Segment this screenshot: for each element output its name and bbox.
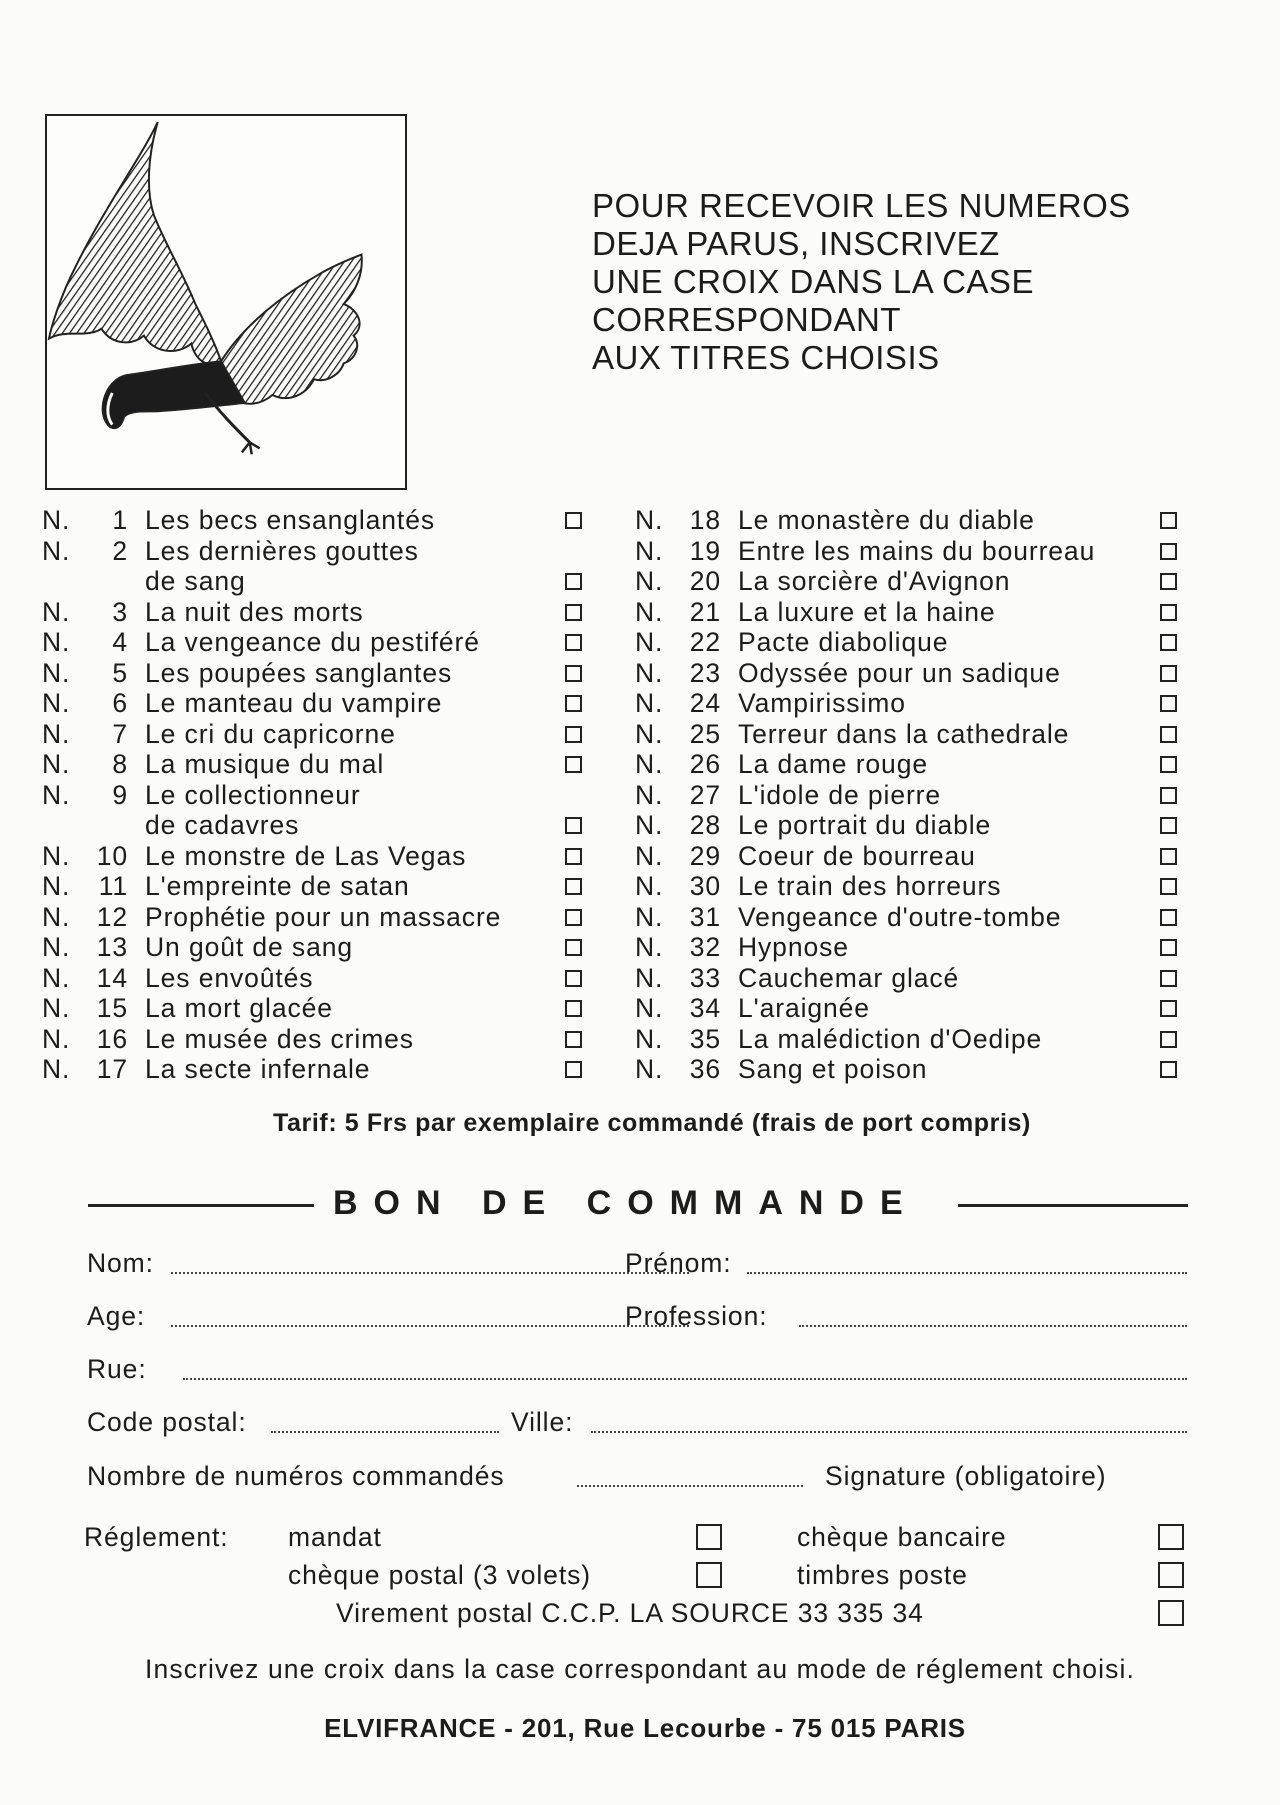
order-form-title: BON DE COMMANDE [333, 1184, 919, 1222]
issue-number-digit: 7 [112, 718, 128, 749]
issue-number-digit: 1 [112, 505, 128, 535]
issue-title: Vampirissimo [738, 688, 906, 718]
issue-title: Le monastère du diable [738, 505, 1035, 535]
issue-title: Les dernières gouttes [145, 535, 419, 566]
order-form-heading [88, 1184, 1188, 1224]
issue-row [42, 902, 592, 933]
issue-number-prefix: N. [635, 932, 664, 962]
cheque-postal-label: chèque postal (3 volets) [288, 1560, 591, 1590]
issue-row [42, 749, 592, 780]
virement-label: Virement postal C.C.P. LA SOURCE 33 335 34 [336, 1598, 924, 1628]
code-postal-label: Code postal: [87, 1407, 247, 1437]
issue-number-prefix: N. [42, 1023, 71, 1054]
issue-number-digit: 3 [112, 596, 128, 627]
issue-number-prefix: N. [635, 962, 664, 993]
issue-checkbox[interactable] [1160, 909, 1177, 926]
issue-row [42, 1024, 592, 1055]
issue-number-digit: 22 [689, 627, 721, 657]
issue-row [42, 536, 592, 567]
nombre-label: Nombre de numéros commandés [87, 1461, 505, 1491]
issue-number-digit: 34 [689, 993, 721, 1023]
issue-title: La musique du mal [145, 749, 385, 779]
issue-checkbox[interactable] [1160, 848, 1177, 865]
profession-field[interactable] [799, 1325, 1187, 1327]
issue-checkbox[interactable] [1160, 512, 1177, 529]
issue-title: La luxure et la haine [738, 596, 996, 627]
issue-checkbox[interactable] [565, 1061, 582, 1078]
mandat-label: mandat [288, 1522, 382, 1552]
issue-number-digit: 33 [689, 962, 721, 993]
issue-checkbox[interactable] [565, 909, 582, 926]
issue-number-digit: 36 [689, 1054, 721, 1084]
issue-number-prefix: N. [42, 779, 71, 810]
cheque-postal-checkbox[interactable] [696, 1562, 722, 1588]
issue-number-digit: 11 [98, 871, 128, 901]
issue-number-prefix: N. [42, 535, 71, 566]
issue-number-digit: 23 [689, 657, 721, 688]
issue-checkbox[interactable] [565, 939, 582, 956]
prenom-field[interactable] [747, 1272, 1187, 1274]
issue-row [635, 719, 1185, 750]
issue-number-digit: 2 [112, 535, 128, 566]
intro-line: DEJA PARUS, INSCRIVEZ [592, 225, 1000, 262]
issue-number-prefix: N. [635, 840, 664, 871]
issue-title: Un goût de sang [145, 932, 353, 962]
issue-number-prefix: N. [635, 901, 664, 932]
issue-row [42, 1054, 592, 1085]
issue-number-digit: 14 [96, 962, 128, 993]
issue-number-digit: 21 [689, 596, 721, 627]
issue-title: La malédiction d'Oedipe [738, 1023, 1043, 1054]
issue-title: de cadavres [145, 810, 300, 840]
issue-checkbox[interactable] [565, 573, 582, 590]
issue-checkbox[interactable] [1160, 970, 1177, 987]
issue-row [42, 658, 592, 689]
issue-title: Le collectionneur [145, 779, 361, 810]
issue-number-digit: 10 [96, 840, 128, 871]
issue-number-digit: 16 [96, 1023, 128, 1054]
issue-row [635, 1024, 1185, 1055]
issue-checkbox[interactable] [1160, 665, 1177, 682]
issue-row [42, 566, 592, 597]
issue-title: Le cri du capricorne [145, 718, 396, 749]
heading-rule-right [958, 1204, 1188, 1207]
payment-label: Réglement: [84, 1522, 229, 1552]
issue-number-prefix: N. [42, 627, 71, 657]
issue-number-prefix: N. [42, 901, 71, 932]
timbres-checkbox[interactable] [1158, 1562, 1184, 1588]
issue-number-prefix: N. [635, 505, 664, 535]
issue-title: La dame rouge [738, 749, 928, 779]
issue-title: Les becs ensanglantés [145, 505, 435, 535]
issue-number-prefix: N. [635, 596, 664, 627]
issue-number-prefix: N. [42, 657, 71, 688]
issue-row [635, 749, 1185, 780]
issue-checkbox[interactable] [1160, 817, 1177, 834]
issue-checkbox[interactable] [565, 726, 582, 743]
form-row-name [87, 1248, 1187, 1284]
cheque-bancaire-checkbox[interactable] [1158, 1524, 1184, 1550]
issue-checkbox[interactable] [1160, 878, 1177, 895]
issue-checkbox[interactable] [1160, 756, 1177, 773]
price-note [0, 1109, 1280, 1138]
issue-row [635, 1054, 1185, 1085]
issue-checkbox[interactable] [1160, 726, 1177, 743]
form-row-age [87, 1301, 1187, 1337]
issue-number-digit: 28 [689, 810, 721, 840]
issue-title: Hypnose [738, 932, 849, 962]
timbres-label: timbres poste [797, 1560, 968, 1590]
issue-row [42, 993, 592, 1024]
issue-number-prefix: N. [42, 840, 71, 871]
intro-line: AUX TITRES CHOISIS [592, 339, 940, 376]
issue-checkbox[interactable] [1160, 604, 1177, 621]
issue-checkbox[interactable] [1160, 939, 1177, 956]
issue-row [42, 597, 592, 628]
issue-title: L'empreinte de satan [145, 871, 410, 901]
issue-row [635, 627, 1185, 658]
issue-number-digit: 15 [96, 993, 128, 1023]
issue-row [42, 841, 592, 872]
issue-title: Le train des horreurs [738, 871, 1002, 901]
issue-list-left [42, 505, 592, 1085]
age-label: Age: [87, 1301, 146, 1331]
issue-checkbox[interactable] [565, 848, 582, 865]
issue-row [635, 566, 1185, 597]
issue-row [42, 688, 592, 719]
issue-row [42, 871, 592, 902]
issue-number-prefix: N. [42, 596, 71, 627]
issue-number-prefix: N. [635, 688, 664, 718]
issue-checkbox[interactable] [565, 604, 582, 621]
issue-title: La secte infernale [145, 1054, 371, 1084]
issue-title: La nuit des morts [145, 596, 364, 627]
rue-field[interactable] [183, 1378, 1187, 1380]
issue-number-prefix: N. [635, 1054, 664, 1084]
form-row-rue [87, 1354, 1187, 1390]
issue-title: Entre les mains du bourreau [738, 535, 1096, 566]
issue-checkbox[interactable] [1160, 695, 1177, 712]
intro-heading [592, 187, 1232, 377]
issue-number-prefix: N. [42, 505, 71, 535]
issue-number-digit: 5 [112, 657, 128, 688]
issue-number-digit: 19 [689, 535, 721, 566]
issue-title: La mort glacée [145, 993, 333, 1023]
issue-number-prefix: N. [635, 810, 664, 840]
issue-number-prefix: N. [635, 871, 664, 901]
issue-number-digit: 8 [112, 749, 128, 779]
intro-line: CORRESPONDANT [592, 301, 902, 338]
issue-row [635, 963, 1185, 994]
issue-number-digit: 20 [689, 566, 721, 596]
issue-number-digit: 6 [112, 688, 128, 718]
issue-title: Les poupées sanglantes [145, 657, 453, 688]
issue-title: Sang et poison [738, 1054, 928, 1084]
signature-label: Signature (obligatoire) [825, 1461, 1107, 1491]
address-text: ELVIFRANCE - 201, Rue Lecourbe - 75 015 PARIS [324, 1713, 966, 1743]
issue-number-digit: 35 [689, 1023, 721, 1054]
heading-rule-left [88, 1204, 314, 1207]
issue-title: L'idole de pierre [738, 779, 942, 810]
issue-title: Le musée des crimes [145, 1023, 414, 1054]
nombre-field[interactable] [577, 1485, 803, 1487]
issue-title: Coeur de bourreau [738, 840, 976, 871]
issue-title: Le manteau du vampire [145, 688, 443, 718]
issue-number-prefix: N. [42, 749, 71, 779]
prenom-label: Prénom: [625, 1248, 732, 1278]
bat-icon [47, 116, 405, 488]
issue-number-prefix: N. [42, 993, 71, 1023]
issue-number-prefix: N. [635, 535, 664, 566]
issue-number-digit: 4 [112, 627, 128, 657]
issue-title: Vengeance d'outre-tombe [738, 901, 1062, 932]
issue-checkbox[interactable] [1160, 543, 1177, 560]
issue-title: de sang [145, 566, 246, 596]
issue-number-prefix: N. [635, 993, 664, 1023]
issue-number-prefix: N. [42, 688, 71, 718]
mandat-checkbox[interactable] [696, 1524, 722, 1550]
issue-title: Le monstre de Las Vegas [145, 840, 467, 871]
cheque-bancaire-label: chèque bancaire [797, 1522, 1007, 1552]
issue-number-digit: 30 [689, 871, 721, 901]
rue-label: Rue: [87, 1354, 147, 1384]
issue-number-prefix: N. [635, 566, 664, 596]
profession-label: Profession: [625, 1301, 768, 1331]
issue-checkbox[interactable] [1160, 634, 1177, 651]
issue-number-digit: 25 [689, 718, 721, 749]
issue-number-prefix: N. [635, 657, 664, 688]
issue-checkbox[interactable] [565, 665, 582, 682]
nom-label: Nom: [87, 1248, 154, 1278]
issue-number-digit: 13 [96, 932, 128, 962]
issue-number-prefix: N. [635, 779, 664, 810]
issue-number-prefix: N. [42, 932, 71, 962]
issue-number-prefix: N. [42, 871, 71, 901]
issue-row [42, 810, 592, 841]
issue-row [635, 597, 1185, 628]
issue-row [42, 963, 592, 994]
issue-checkbox[interactable] [565, 970, 582, 987]
issue-checkbox[interactable] [565, 695, 582, 712]
issue-number-digit: 26 [689, 749, 721, 779]
issue-number-digit: 12 [96, 901, 128, 932]
issue-number-digit: 9 [112, 779, 128, 810]
issue-title: Cauchemar glacé [738, 962, 960, 993]
issue-title: Le portrait du diable [738, 810, 992, 840]
issue-row [42, 780, 592, 811]
issue-row [42, 627, 592, 658]
issue-checkbox[interactable] [565, 634, 582, 651]
bat-illustration [45, 114, 407, 490]
intro-line: UNE CROIX DANS LA CASE [592, 263, 1034, 300]
issue-title: L'araignée [738, 993, 870, 1023]
issue-row [635, 871, 1185, 902]
intro-line: POUR RECEVOIR LES NUMEROS [592, 187, 1131, 224]
issue-checkbox[interactable] [1160, 573, 1177, 590]
issue-row [635, 993, 1185, 1024]
issue-checkbox[interactable] [565, 756, 582, 773]
age-field[interactable] [171, 1325, 689, 1327]
issue-number-prefix: N. [42, 962, 71, 993]
issue-number-prefix: N. [42, 718, 71, 749]
issue-row [635, 810, 1185, 841]
issue-number-prefix: N. [635, 718, 664, 749]
issue-title: La vengeance du pestiféré [145, 627, 480, 657]
issue-number-digit: 27 [689, 779, 721, 810]
payment-instruction: Inscrivez une croix dans la case correspondant au mode de réglement choisi. [145, 1654, 1135, 1684]
issue-checkbox[interactable] [565, 817, 582, 834]
issue-row [635, 658, 1185, 689]
issue-title: Prophétie pour un massacre [145, 901, 502, 932]
issue-title: Pacte diabolique [738, 627, 949, 657]
issue-number-prefix: N. [42, 1054, 71, 1084]
issue-number-digit: 32 [689, 932, 721, 962]
issue-row [635, 780, 1185, 811]
issue-title: Les envoûtés [145, 962, 314, 993]
form-row-nombre [87, 1461, 1187, 1497]
issue-row [635, 932, 1185, 963]
issue-checkbox[interactable] [565, 512, 582, 529]
issue-row [42, 505, 592, 536]
publisher-address [0, 1713, 1280, 1744]
issue-number-digit: 17 [96, 1054, 128, 1084]
issue-row [635, 505, 1185, 536]
price-text: Tarif: 5 Frs par exemplaire commandé (frais de port compris) [273, 1109, 1031, 1137]
issue-row [42, 719, 592, 750]
virement-checkbox[interactable] [1158, 1600, 1184, 1626]
nom-field[interactable] [171, 1272, 689, 1274]
issue-checkbox[interactable] [565, 1031, 582, 1048]
ville-label: Ville: [511, 1407, 574, 1437]
issue-checkbox[interactable] [1160, 1061, 1177, 1078]
issue-checkbox[interactable] [1160, 787, 1177, 804]
issue-number-prefix: N. [635, 749, 664, 779]
issue-checkbox[interactable] [1160, 1031, 1177, 1048]
issue-title: Odyssée pour un sadique [738, 657, 1061, 688]
code-postal-field[interactable] [271, 1431, 499, 1433]
ville-field[interactable] [591, 1431, 1187, 1433]
issue-row [635, 688, 1185, 719]
issue-title: La sorcière d'Avignon [738, 566, 1011, 596]
issue-number-digit: 18 [689, 505, 721, 535]
form-row-postal [87, 1407, 1187, 1443]
issue-checkbox[interactable] [565, 878, 582, 895]
issue-row [635, 902, 1185, 933]
issue-number-digit: 31 [689, 901, 721, 932]
issue-checkbox[interactable] [1160, 1000, 1177, 1017]
issue-number-prefix: N. [635, 1023, 664, 1054]
issue-number-prefix: N. [635, 627, 664, 657]
issue-number-digit: 24 [689, 688, 721, 718]
issue-row [42, 932, 592, 963]
issue-list-right [635, 505, 1185, 1085]
issue-row [635, 841, 1185, 872]
issue-title: Terreur dans la cathedrale [738, 718, 1070, 749]
issue-number-digit: 29 [689, 840, 721, 871]
issue-checkbox[interactable] [565, 1000, 582, 1017]
issue-row [635, 536, 1185, 567]
